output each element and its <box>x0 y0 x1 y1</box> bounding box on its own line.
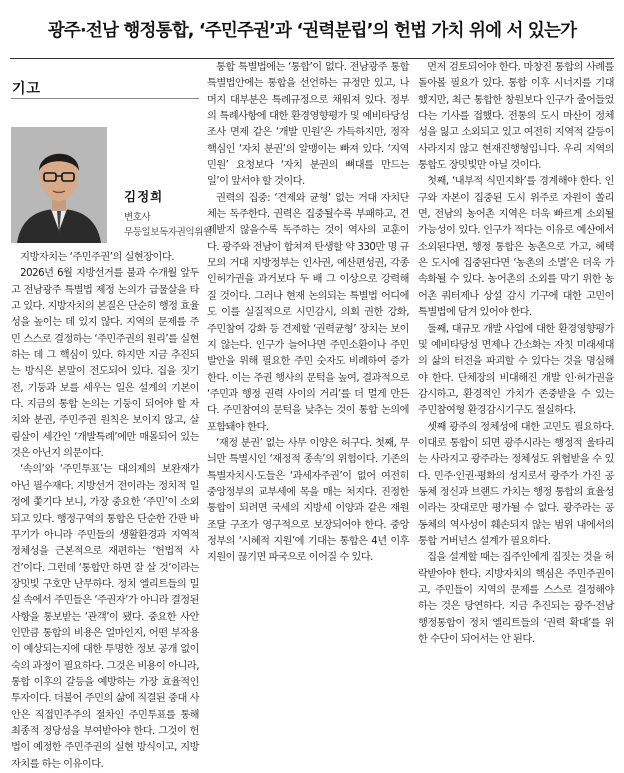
paragraph-3: ‘속의’와 ‘주민투표’는 대의제의 보완재가 아닌 필수재다. 지방선거 전이라는 정치적 일정에 쫓기다 보니, 가장 중요한 ‘주민’이 소외되고 있다. 행정구역의 통합은 단순한 간판 바꾸기가 아니라 주민들의 생활환경과 지역적 정체성을 근본적으로 재편하는 ‘헌법적 사건’이다. 그런데 ‘통합만 하면 잘 살 것’이라는 장밋빛 구호만 난무하다. 정치 엘리트들의 밀실 속에서 주민들은 ‘주권자’가 아니라 결정된 사항을 통보받는 ‘관객’이 됐다. 중요한 사안인만큼 통합의 비용은 얼마인지, 어떤 부작용이 예상되는지에 대한 투명한 정보 공개 없이 숙의 과정이 필요하다. 그것은 비용이 아니라, 통합 이후의 갈등을 예방하는 가장 효율적인 투자이다. 더불어 주민의 삶에 직결된 중대 사안은 직접민주주의 절차인 주민투표를 통해 최종적 정당성을 부여받아야 한다. 그것이 헌법이 예정한 주민주권의 실현 방식이고, 지방자치를 하는 이유이다. <box>11 464 199 770</box>
paragraph-1: 지방자치는 ‘주민주권’의 실현장이다. <box>20 252 174 263</box>
paragraph-6: ‘재정 분권’ 없는 사무 이양은 허구다. 첫째, 무늬만 특별시인 ‘재정적 종속’의 위험이다. 기존의 특별자치시·도들은 ‘과세자주권’이 없어 여전히 중앙정부의 교부세에 목을 매는 처지다. 진정한 통합이 되려면 국세의 지방세 이양과 같은 재원조달 구조가 영구적으로 보장되어야 한다. 중앙정부의 ‘시혜적 지원’에 기대는 통합은 4년 이후 지원이 끊기면 파국으로 이어질 수 있다. <box>207 437 409 564</box>
paragraph-9: 둘째, 대규모 개발 사업에 대한 환경영향평가 및 예비타당성 면제나 간소화는 자칫 미래세대의 삶의 터전을 파괴할 수 있다는 것을 명심해야 한다. 단체장의 비대해진 개발 인·허가권을 감시하고, 환경적인 가치가 존중받을 수 있는 주민참여형 환경감시기구도 절실하다. <box>418 323 614 417</box>
headline-rule <box>10 58 614 59</box>
paragraph-7: 먼저 검토되어야 한다. 마창진 통합의 사례를 돌아볼 필요가 있다. 통합 이후 시너지를 기대했지만, 최근 통합한 창원보다 인구가 줄어들었다는 기사를 접했다. 전통의 도시 마산이 정체성을 잃고 소외되고 있고 여전히 지역적 갈등이 사라지지 않고 현재진행형입니다. 우리 지역의 통합도 장밋빛만 아닐 것이다. <box>418 62 614 172</box>
column-3 <box>418 60 614 648</box>
author-title: 변호사 <box>124 212 151 223</box>
author-photo <box>11 127 107 243</box>
headline: 광주·전남 행정통합, ‘주민주권’과 ‘권력분립’의 헌법 가치 위에 서 있는가 <box>47 20 577 41</box>
paragraph-10: 셋째 광주의 정체성에 대한 고민도 필요하다. 이대로 통합이 되면 광주시라는 행정적 울타리는 사라지고 광주라는 정체성도 위협받을 수 있다. 민주·인권·평화의 성지로서 광주가 가진 공동체 정신과 브랜드 가치는 행정 통합의 효율성이라는 잣대로만 평가될 수 없다. 광주라는 공동체의 역사성이 훼손되지 않는 범위 내에서의 통합 거버넌스 설계가 필요하다. <box>418 421 614 547</box>
paragraph-8: 첫째, ‘내부적 식민지화’를 경계해야 한다. 인구와 자본이 집중된 도시 위주로 자원이 쏠리면, 전남의 농어촌 지역은 더욱 빠르게 소외될 가능성이 있다. 인구가 적다는 이유로 예산에서 소외된다면, 행정 통합은 농촌으로 가고, 혜택은 도시에 집중된다면 ‘농촌의 소멸’은 더욱 가속화될 수 있다. 농어촌의 소외를 막기 위한 농어촌 쿼터제나 상설 감시 기구에 대한 고민이 특별법에 담겨 있어야 한다. <box>418 176 614 319</box>
column-1 <box>11 250 199 773</box>
paragraph-11: 집을 설계할 때는 집주인에게 집짓는 것을 허락받아야 한다. 지방자치의 핵심은 주민주권이고, 주민들이 지역의 문제를 스스로 결정해야 하는 것은 당연하다. 지금 추진되는 광주·전남 행정통합이 정치 엘리트들의 ‘권력 확대’를 위한 수단이 되어서는 안 된다. <box>418 552 614 646</box>
paragraph-4: 통합 특별법에는 ‘통합’이 없다. 전남광주 통합 특별법안에는 통합을 선언하는 규정만 있고, 나머지 대부분은 특례규정으로 채워져 있다. 정부의 특례사항에 대한 환경영향평가 및 예비타당성조사 면제 같은 ‘개발 민원’은 가득하지만, 정작 핵심인 ‘자치 분권’의 알맹이는 빠져 있다. ‘지역 민원’ 요청보다 ‘자치 분권의 뼈대를 만드는 일’이 앞서야 할 것이다. <box>207 62 409 188</box>
author-name: 김정희 <box>124 189 164 204</box>
paragraph-5: 권력의 집중: ‘견제와 균형’ 없는 거대 자치단체는 독주한다. 권력은 집중될수록 부패하고, 견제받지 않을수록 독주하는 것이 역사의 교훈이다. 광주와 전남이 합쳐져 탄생할 약 330만 명 규모의 거대 지방정부는 인사권, 예산편성권, 각종 인허가권을 과거보다 두 배 그 이상으로 강력해질 것이다. 그러나 현재 논의되는 특별법 어디에도 이를 실질적으로 시민감시, 의회 권한 강화, 주민참여 강화 등 견제할 ‘권력균형’ 장치는 보이지 않는다. 인구가 늘어나면 주민소환이나 주민발안을 위해 필요한 주민 숫자도 비례하여 증가한다. 이는 주권 행사의 문턱을 높여, 결과적으로 ‘주민과 행정 권력 사이의 거리’를 더 멀게 만든다. 주민참여의 문턱을 낮추는 것이 통합 논의에 포함돼야 한다. <box>207 192 409 433</box>
paragraph-2: 2026년 6월 지방선거를 불과 수개월 앞두고 전남광주 특별법 제정 논의가 급물살을 타고 있다. 지방자치의 본질은 단순히 행정 효율성을 높이는 데 있지 않다. 지역의 문제를 주민 스스로 결정하는 ‘주민주권의 원리’를 실현하는 데 그 핵심이 있다. 하지만 지금 추진되는 방식은 본말이 전도되어 있다. 집을 짓기 전, 기둥과 보를 세우는 일은 설계의 기본이다. 지금의 통합 논의는 기둥이 되어야 할 자치와 분권, 주민주권 원칙은 보이지 않고, 살림살이 세간인 ‘개발특례’에만 매몰되어 있는 것은 아닌지 의문이다. <box>11 268 199 460</box>
author-byline <box>124 187 214 240</box>
section-divider <box>11 98 199 99</box>
section-label: 기고 <box>12 81 42 97</box>
author-affiliation: 무등일보독자권익위원 <box>124 227 212 238</box>
column-2 <box>207 60 409 567</box>
